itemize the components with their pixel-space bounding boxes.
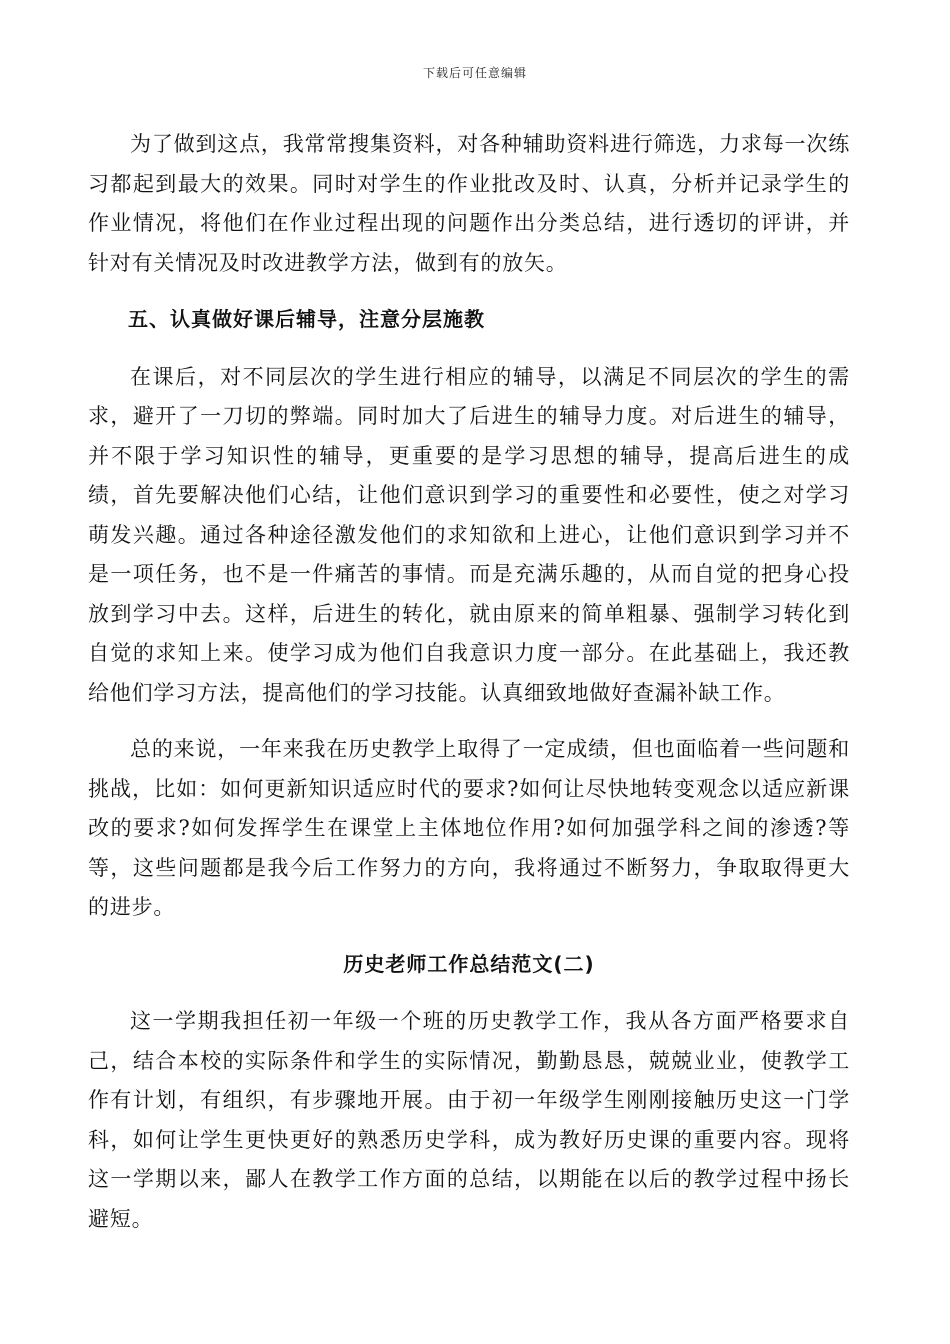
document-body bbox=[88, 125, 850, 1256]
paragraph-after-class-tutoring: 在课后，对不同层次的学生进行相应的辅导，以满足不同层次的学生的需求，避开了一刀切的弊端。同时加大了后进生的辅导力度。对后进生的辅导，并不限于学习知识性的辅导，更重要的是学习思想的辅导，提高后进生的成绩，首先要解决他们心结，让他们意识到学习的重要性和必要性，使之对学习萌发兴趣。通过各种途径激发他们的求知欲和上进心，让他们意识到学习并不是一项任务，也不是一件痛苦的事情。而是充满乐趣的，从而自觉的把身心投放到学习中去。这样，后进生的转化，就由原来的简单粗暴、强制学习转化到自觉的求知上来。使学习成为他们自我意识力度一部分。在此基础上，我还教给他们学习方法，提高他们的学习技能。认真细致地做好查漏补缺工作。 bbox=[88, 364, 850, 705]
paragraph-semester-intro: 这一学期我担任初一年级一个班的历史教学工作，我从各方面严格要求自己，结合本校的实际条件和学生的实际情况，勤勤恳恳，兢兢业业，使教学工作有计划，有组织，有步骤地开展。由于初一年级学生刚刚接触历史这一门学科，如何让学生更快更好的熟悉历史学科，成为教好历史课的重要内容。现将这一学期以来，鄙人在教学工作方面的总结，以期能在以后的教学过程中扬长避短。 bbox=[88, 1009, 850, 1231]
header-note: 下载后可任意编辑 bbox=[422, 66, 527, 80]
article-title-part-two: 历史老师工作总结范文(二) bbox=[343, 951, 595, 976]
paragraph-exercise-selection: 为了做到这点，我常常搜集资料，对各种辅助资料进行筛选，力求每一次练习都起到最大的效果。同时对学生的作业批改及时、认真，分析并记录学生的作业情况，将他们在作业过程出现的问题作出分类总结，进行透切的评讲，并针对有关情况及时改进教学方法，做到有的放矢。 bbox=[88, 132, 850, 275]
paragraph-summary-challenges: 总的来说，一年来我在历史教学上取得了一定成绩，但也面临着一些问题和挑战，比如：如何更新知识适应时代的要求?如何让尽快地转变观念以适应新课改的要求?如何发挥学生在课堂上主体地位作用?如何加强学科之间的渗透?等等，这些问题都是我今后工作努力的方向，我将通过不断努力，争取取得更大的进步。 bbox=[88, 737, 850, 919]
section-heading-after-class-tutoring: 五、认真做好课后辅导，注意分层施教 bbox=[128, 307, 485, 331]
